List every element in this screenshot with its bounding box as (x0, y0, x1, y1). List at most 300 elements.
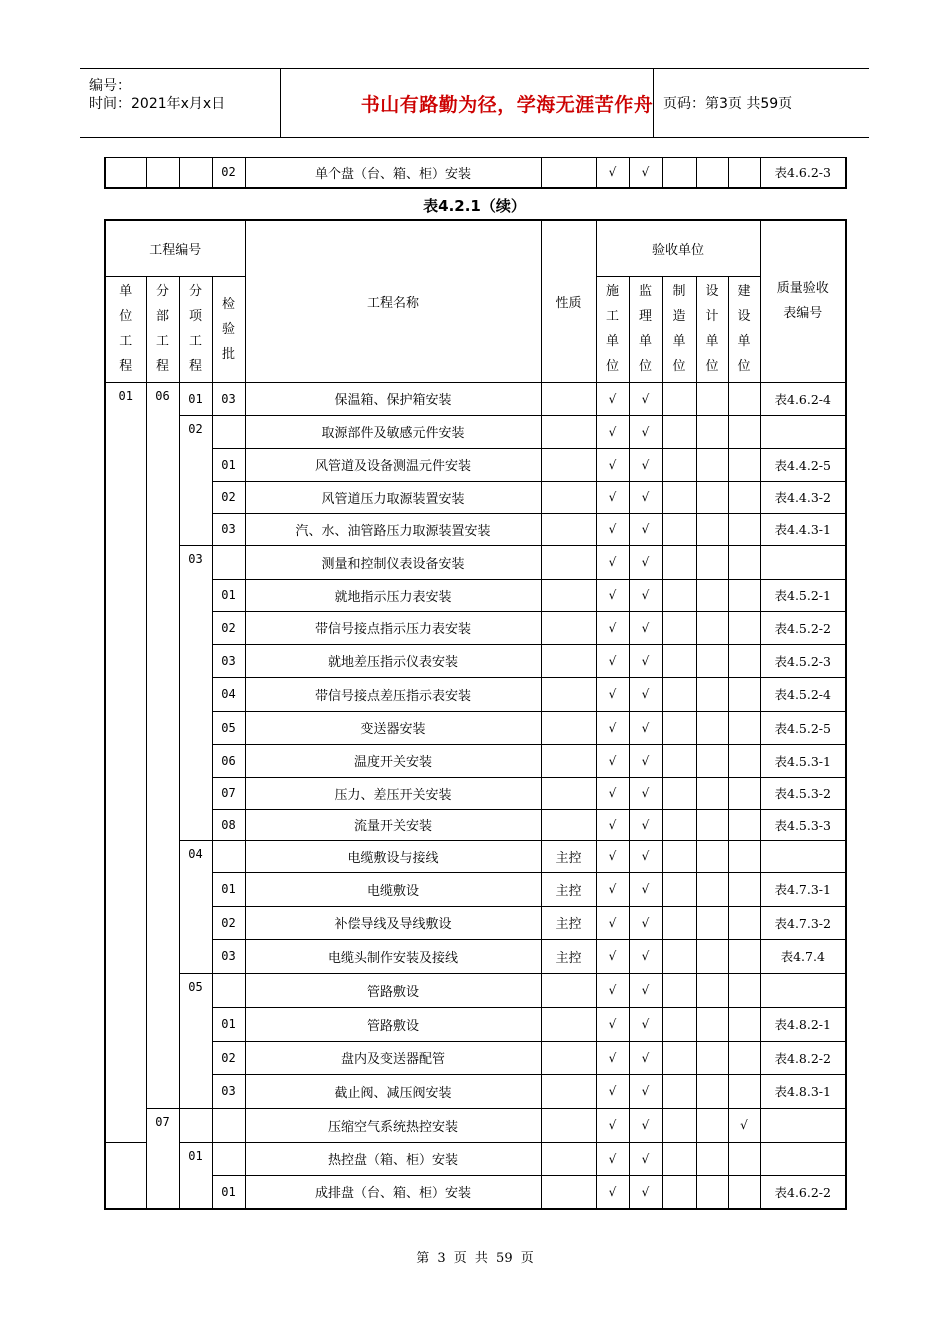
nature-cell (541, 448, 596, 481)
nature-cell (541, 513, 596, 545)
batch-cell: 01 (212, 872, 245, 906)
batch-cell (212, 973, 245, 1007)
design-check (696, 1041, 728, 1074)
project-name-cell: 管路敷设 (245, 973, 541, 1007)
build-check (728, 939, 760, 973)
design-check (696, 1074, 728, 1108)
supervision-check: √ (629, 872, 662, 906)
design-check (696, 939, 728, 973)
build-check (728, 1041, 760, 1074)
table-row (105, 1074, 846, 1108)
table-row (105, 1007, 846, 1041)
form-number-cell: 表4.5.2-3 (760, 644, 846, 677)
project-name-cell: 带信号接点指示压力表安装 (245, 611, 541, 644)
design-check (696, 611, 728, 644)
construction-check: √ (596, 906, 629, 939)
batch-cell: 01 (212, 448, 245, 481)
form-number-cell: 表4.4.3-1 (760, 513, 846, 545)
manufacturing-check (662, 711, 696, 744)
design-check (696, 711, 728, 744)
table-row (105, 382, 846, 415)
design-check (696, 809, 728, 840)
design-check (696, 579, 728, 611)
manufacturing-check (662, 973, 696, 1007)
document-time: 时间：2021年x月x日 (89, 96, 226, 112)
design-check (696, 382, 728, 415)
project-name-cell: 流量开关安装 (245, 809, 541, 840)
division-project-header: 分 部 工 程 (146, 276, 179, 382)
design-check (696, 1142, 728, 1175)
supervision-check: √ (629, 939, 662, 973)
form-number-cell (760, 973, 846, 1007)
construction-check: √ (596, 158, 629, 188)
subdivision-code-cell: 02 (179, 415, 212, 545)
nature-cell (541, 809, 596, 840)
manufacturing-check (662, 1007, 696, 1041)
manufacturing-check (662, 1142, 696, 1175)
construction-check: √ (596, 644, 629, 677)
manufacturing-check (662, 579, 696, 611)
nature-cell (541, 545, 596, 579)
construction-check: √ (596, 545, 629, 579)
nature-cell: 主控 (541, 939, 596, 973)
project-name-cell: 风管道压力取源装置安装 (245, 481, 541, 513)
table-row (105, 644, 846, 677)
subdivision-project-header: 分 项 工 程 (179, 276, 212, 382)
supervision-check: √ (629, 777, 662, 809)
supervision-check: √ (629, 545, 662, 579)
construction-check: √ (596, 677, 629, 711)
build-check (728, 711, 760, 744)
construction-check: √ (596, 415, 629, 448)
batch-cell: 03 (212, 939, 245, 973)
form-number-cell: 表4.7.3-2 (760, 906, 846, 939)
division-cell (146, 158, 179, 188)
form-number-cell (760, 1108, 846, 1142)
design-check (696, 415, 728, 448)
table-row (105, 158, 846, 188)
manufacturing-check (662, 1108, 696, 1142)
manufacturing-check (662, 481, 696, 513)
header-page-info: 页码：第3页 共59页 (663, 96, 793, 112)
document-number-label: 编号： (89, 78, 131, 94)
design-check (696, 644, 728, 677)
supervision-check: √ (629, 579, 662, 611)
table-row (105, 906, 846, 939)
project-name-cell: 电缆头制作安装及接线 (245, 939, 541, 973)
form-number-cell: 表4.5.2-5 (760, 711, 846, 744)
project-name-cell: 带信号接点差压指示表安装 (245, 677, 541, 711)
design-check (696, 840, 728, 872)
construction-check: √ (596, 744, 629, 777)
construction-check: √ (596, 840, 629, 872)
supervision-check: √ (629, 415, 662, 448)
design-check (696, 448, 728, 481)
construction-check: √ (596, 513, 629, 545)
construction-check: √ (596, 1175, 629, 1209)
nature-cell (541, 1142, 596, 1175)
project-name-cell: 截止阀、减压阀安装 (245, 1074, 541, 1108)
nature-cell (541, 579, 596, 611)
batch-cell (212, 1108, 245, 1142)
subdivision-code-cell: 03 (179, 545, 212, 840)
batch-cell: 02 (212, 1041, 245, 1074)
form-number-cell: 表4.7.3-1 (760, 872, 846, 906)
manufacturing-check (662, 158, 696, 188)
design-check (696, 677, 728, 711)
supervision-check: √ (629, 481, 662, 513)
batch-cell (212, 1142, 245, 1175)
table-row (105, 415, 846, 448)
supervision-check: √ (629, 513, 662, 545)
design-check (696, 973, 728, 1007)
build-unit-header: 建 设 单 位 (728, 276, 760, 382)
table-caption: 表4.2.1（续） (423, 197, 526, 215)
subdivision-cell (179, 158, 212, 188)
build-check (728, 1007, 760, 1041)
nature-cell: 主控 (541, 872, 596, 906)
construction-unit-header: 施 工 单 位 (596, 276, 629, 382)
supervision-check: √ (629, 1175, 662, 1209)
supervision-check: √ (629, 1007, 662, 1041)
build-check (728, 677, 760, 711)
nature-cell (541, 1175, 596, 1209)
build-check (728, 744, 760, 777)
build-check (728, 840, 760, 872)
design-check (696, 872, 728, 906)
supervision-unit-header: 监 理 单 位 (629, 276, 662, 382)
table-row (105, 840, 846, 872)
manufacturing-unit-header: 制 造 单 位 (662, 276, 696, 382)
page-header (80, 68, 869, 138)
supervision-check: √ (629, 840, 662, 872)
table-header-row (105, 220, 846, 276)
table-row (105, 939, 846, 973)
batch-cell: 02 (212, 158, 245, 188)
batch-cell (212, 415, 245, 448)
header-motto: 书山有路勤为径，学海无涯苦作舟 (360, 93, 654, 116)
manufacturing-check (662, 840, 696, 872)
table-row (105, 1142, 846, 1175)
build-check (728, 415, 760, 448)
form-number-cell: 表4.5.2-1 (760, 579, 846, 611)
unit-code-cell: 01 (105, 382, 146, 1142)
construction-check: √ (596, 579, 629, 611)
project-name-cell: 取源部件及敏感元件安装 (245, 415, 541, 448)
construction-check: √ (596, 611, 629, 644)
header-divider (653, 69, 654, 137)
project-name-cell: 风管道及设备测温元件安装 (245, 448, 541, 481)
build-check (728, 611, 760, 644)
design-check (696, 906, 728, 939)
acceptance-units-header: 验收单位 (596, 220, 760, 276)
design-unit-header: 设 计 单 位 (696, 276, 728, 382)
unit-cell (105, 158, 146, 188)
nature-cell (541, 1108, 596, 1142)
construction-check: √ (596, 1041, 629, 1074)
batch-cell: 03 (212, 644, 245, 677)
nature-cell (541, 644, 596, 677)
nature-cell (541, 1007, 596, 1041)
project-name-cell: 热控盘（箱、柜）安装 (245, 1142, 541, 1175)
project-code-header: 工程编号 (105, 220, 245, 276)
nature-cell (541, 1074, 596, 1108)
nature-cell (541, 677, 596, 711)
supervision-check: √ (629, 644, 662, 677)
project-name-cell: 变送器安装 (245, 711, 541, 744)
form-number-cell: 表4.8.2-1 (760, 1007, 846, 1041)
nature-cell (541, 777, 596, 809)
manufacturing-check (662, 545, 696, 579)
design-check (696, 1175, 728, 1209)
manufacturing-check (662, 939, 696, 973)
nature-cell (541, 382, 596, 415)
construction-check: √ (596, 872, 629, 906)
form-number-cell: 表4.6.2-4 (760, 382, 846, 415)
build-check (728, 1074, 760, 1108)
continued-table-row (104, 157, 847, 189)
build-check (728, 1142, 760, 1175)
batch-cell (212, 840, 245, 872)
form-number-cell: 表4.4.2-5 (760, 448, 846, 481)
construction-check: √ (596, 711, 629, 744)
manufacturing-check (662, 382, 696, 415)
manufacturing-check (662, 1041, 696, 1074)
manufacturing-check (662, 1175, 696, 1209)
nature-cell: 主控 (541, 906, 596, 939)
page-footer: 第 3 页 共 59 页 (416, 1251, 534, 1266)
project-name-cell: 成排盘（台、箱、柜）安装 (245, 1175, 541, 1209)
form-number-cell: 表4.6.2-2 (760, 1175, 846, 1209)
design-check (696, 158, 728, 188)
form-number-cell (760, 545, 846, 579)
table-row (105, 1175, 846, 1209)
nature-cell: 主控 (541, 840, 596, 872)
supervision-check: √ (629, 1074, 662, 1108)
inspection-batch-header: 检 验 批 (212, 276, 245, 382)
project-name-cell: 就地指示压力表安装 (245, 579, 541, 611)
form-number-cell: 表4.7.4 (760, 939, 846, 973)
batch-cell: 02 (212, 611, 245, 644)
supervision-check: √ (629, 382, 662, 415)
project-name-cell: 汽、水、油管路压力取源装置安装 (245, 513, 541, 545)
batch-cell: 03 (212, 382, 245, 415)
project-name-cell: 温度开关安装 (245, 744, 541, 777)
table-row (105, 611, 846, 644)
table-row (105, 1108, 846, 1142)
form-number-cell (760, 1142, 846, 1175)
supervision-check: √ (629, 744, 662, 777)
unit-code-cell (105, 1142, 146, 1209)
project-name-cell: 电缆敷设 (245, 872, 541, 906)
nature-cell (541, 415, 596, 448)
table-row (105, 545, 846, 579)
table-row (105, 973, 846, 1007)
design-check (696, 513, 728, 545)
table-row (105, 448, 846, 481)
form-number-cell: 表4.5.2-2 (760, 611, 846, 644)
construction-check: √ (596, 939, 629, 973)
project-name-cell: 压力、差压开关安装 (245, 777, 541, 809)
table-row (105, 744, 846, 777)
build-check (728, 906, 760, 939)
project-name-cell: 保温箱、保护箱安装 (245, 382, 541, 415)
supervision-check: √ (629, 973, 662, 1007)
build-check (728, 513, 760, 545)
table-row (105, 777, 846, 809)
construction-check: √ (596, 1007, 629, 1041)
build-check (728, 579, 760, 611)
nature-cell (541, 611, 596, 644)
batch-cell: 04 (212, 677, 245, 711)
supervision-check: √ (629, 448, 662, 481)
supervision-check: √ (629, 158, 662, 188)
manufacturing-check (662, 677, 696, 711)
acceptance-table (104, 219, 847, 1210)
supervision-check: √ (629, 711, 662, 744)
build-check (728, 545, 760, 579)
form-number-cell (760, 415, 846, 448)
manufacturing-check (662, 513, 696, 545)
project-name-header: 工程名称 (245, 220, 541, 382)
batch-cell: 06 (212, 744, 245, 777)
form-number-cell: 表4.5.3-2 (760, 777, 846, 809)
division-code-cell: 07 (146, 1108, 179, 1209)
construction-check: √ (596, 973, 629, 1007)
build-check (728, 1175, 760, 1209)
construction-check: √ (596, 481, 629, 513)
supervision-check: √ (629, 809, 662, 840)
table-row (105, 711, 846, 744)
nature-cell (541, 744, 596, 777)
construction-check: √ (596, 448, 629, 481)
manufacturing-check (662, 415, 696, 448)
build-check (728, 481, 760, 513)
nature-cell (541, 481, 596, 513)
project-name-cell: 单个盘（台、箱、柜）安装 (245, 158, 541, 188)
design-check (696, 481, 728, 513)
table-row (105, 677, 846, 711)
supervision-check: √ (629, 677, 662, 711)
construction-check: √ (596, 777, 629, 809)
table-row (105, 1041, 846, 1074)
table-row (105, 872, 846, 906)
batch-cell: 03 (212, 1074, 245, 1108)
batch-cell: 03 (212, 513, 245, 545)
manufacturing-check (662, 872, 696, 906)
batch-cell: 01 (212, 1007, 245, 1041)
nature-header: 性质 (541, 220, 596, 382)
design-check (696, 777, 728, 809)
form-number-cell: 表4.4.3-2 (760, 481, 846, 513)
supervision-check: √ (629, 906, 662, 939)
design-check (696, 1108, 728, 1142)
form-number-cell: 表4.5.2-4 (760, 677, 846, 711)
table-row (105, 809, 846, 840)
nature-cell (541, 158, 596, 188)
build-check (728, 644, 760, 677)
manufacturing-check (662, 1074, 696, 1108)
nature-cell (541, 1041, 596, 1074)
form-number-cell: 表4.8.3-1 (760, 1074, 846, 1108)
project-name-cell: 补偿导线及导线敷设 (245, 906, 541, 939)
build-check (728, 382, 760, 415)
batch-cell: 01 (212, 579, 245, 611)
form-number-cell: 表4.8.2-2 (760, 1041, 846, 1074)
supervision-check: √ (629, 1142, 662, 1175)
subdivision-code-cell: 04 (179, 840, 212, 973)
batch-cell: 02 (212, 906, 245, 939)
design-check (696, 1007, 728, 1041)
form-number-cell: 表4.5.3-1 (760, 744, 846, 777)
project-name-cell: 管路敷设 (245, 1007, 541, 1041)
batch-cell: 01 (212, 1175, 245, 1209)
header-meta (80, 69, 280, 137)
project-name-cell: 压缩空气系统热控安装 (245, 1108, 541, 1142)
nature-cell (541, 711, 596, 744)
build-check (728, 872, 760, 906)
design-check (696, 545, 728, 579)
form-number-cell: 表4.5.3-3 (760, 809, 846, 840)
manufacturing-check (662, 777, 696, 809)
batch-cell: 08 (212, 809, 245, 840)
table-row (105, 481, 846, 513)
construction-check: √ (596, 382, 629, 415)
table-row (105, 513, 846, 545)
subdivision-code-cell (179, 1108, 212, 1142)
construction-check: √ (596, 809, 629, 840)
manufacturing-check (662, 644, 696, 677)
supervision-check: √ (629, 611, 662, 644)
manufacturing-check (662, 611, 696, 644)
unit-project-header: 单 位 工 程 (105, 276, 146, 382)
build-check (728, 448, 760, 481)
table-row (105, 579, 846, 611)
build-check (728, 809, 760, 840)
construction-check: √ (596, 1074, 629, 1108)
build-check (728, 777, 760, 809)
manufacturing-check (662, 809, 696, 840)
subdivision-code-cell: 01 (179, 382, 212, 415)
manufacturing-check (662, 744, 696, 777)
project-name-cell: 盘内及变送器配管 (245, 1041, 541, 1074)
form-number-header: 质量验收 表编号 (760, 220, 846, 382)
construction-check: √ (596, 1142, 629, 1175)
build-check (728, 158, 760, 188)
design-check (696, 744, 728, 777)
batch-cell: 02 (212, 481, 245, 513)
batch-cell (212, 545, 245, 579)
project-name-cell: 电缆敷设与接线 (245, 840, 541, 872)
project-name-cell: 就地差压指示仪表安装 (245, 644, 541, 677)
supervision-check: √ (629, 1108, 662, 1142)
build-check (728, 973, 760, 1007)
subdivision-code-cell: 05 (179, 973, 212, 1108)
supervision-check: √ (629, 1041, 662, 1074)
batch-cell: 07 (212, 777, 245, 809)
manufacturing-check (662, 906, 696, 939)
subdivision-code-cell: 01 (179, 1142, 212, 1209)
form-number-cell (760, 840, 846, 872)
nature-cell (541, 973, 596, 1007)
project-name-cell: 测量和控制仪表设备安装 (245, 545, 541, 579)
division-code-cell: 06 (146, 382, 179, 1108)
construction-check: √ (596, 1108, 629, 1142)
build-check: √ (728, 1108, 760, 1142)
form-number-cell: 表4.6.2-3 (760, 158, 846, 188)
batch-cell: 05 (212, 711, 245, 744)
manufacturing-check (662, 448, 696, 481)
